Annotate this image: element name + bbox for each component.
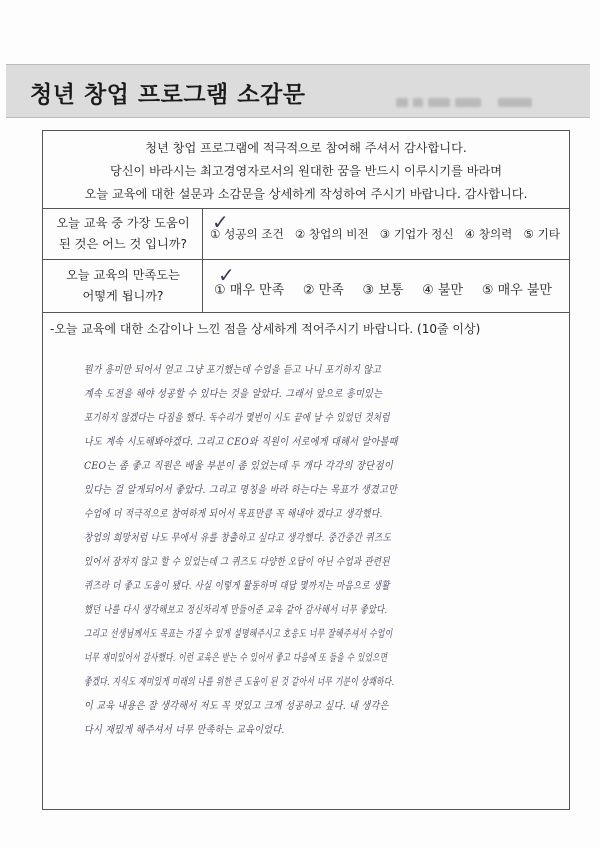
handwriting-line: CEO는 좀 좋고 직원은 배울 부분이 좀 있었는데 두 개다 각각의 장단점이 xyxy=(84,460,394,472)
question-2-label xyxy=(44,265,202,307)
option-4[interactable]: ④ 창의력 xyxy=(464,227,513,241)
row-divider xyxy=(42,259,570,260)
handwriting-line: 포기하지 않겠다는 다짐을 했다. 독수리가 몇번이 시도 끝에 날 수 있었던 것처럼 xyxy=(84,412,390,424)
option-4[interactable]: ④ 불만 xyxy=(422,283,464,298)
intro-line: 당신이 바라시는 최고경영자로서의 원대한 꿈을 반드시 이루시기를 바라며 xyxy=(109,164,503,178)
check-mark-icon: ✓ xyxy=(218,263,235,287)
handwriting-line: 뭔가 흥미만 되어서 얻고 그냥 포기했는데 수업을 듣고 나니 포기하지 않고 xyxy=(84,364,382,376)
handwriting-line: 다시 재밌게 해주셔서 너무 만족하는 교육이었다. xyxy=(84,724,285,736)
question-line: 오늘 교육의 만족도는 xyxy=(66,268,180,282)
option-1[interactable]: ① 성공의 조건 xyxy=(210,227,284,241)
row-divider xyxy=(42,208,570,209)
check-mark-icon: ✓ xyxy=(212,210,229,234)
handwriting-line: 했던 나를 다시 생각해보고 정신차리게 만들어준 교육 같아 감사해서 너무 좋았다. xyxy=(84,604,388,616)
page-title: 청년 창업 프로그램 소감문 xyxy=(30,82,306,108)
handwriting-line: 수업에 더 적극적으로 참여하게 되어서 목표만큼 꼭 해내야 겠다고 생각했다. xyxy=(84,508,383,520)
handwriting-line: 너무 재미있어서 감사했다. 이런 교육은 받는 수 있어서 좋고 다음에 또 들을 수 있었으면 xyxy=(84,652,388,664)
option-5[interactable]: ⑤ 기타 xyxy=(523,227,560,241)
intro-line: 오늘 교육에 대한 설문과 소감문을 상세하게 작성하여 주시기 바랍니다. 감사합니다. xyxy=(84,187,528,201)
redacted-name xyxy=(396,92,546,106)
handwriting-line: 있다는 걸 알게되어서 좋았다. 그리고 명칭을 바라 하는다는 목표가 생겼고만 xyxy=(84,484,398,496)
intro-text xyxy=(42,137,570,206)
handwriting-line: 좋겠다. 지식도 재미있게 미래의 나를 위한 큰 도움이 된 것 같아서 너무 기분이 상쾌하다. xyxy=(84,676,395,688)
essay-prompt: -오늘 교육에 대한 소감이나 느낀 점을 상세하게 적어주시기 바랍니다. (10줄 이상) xyxy=(50,322,481,336)
column-divider xyxy=(202,208,203,312)
question-1-label xyxy=(44,213,202,255)
handwriting-line: 계속 도전을 해야 성공할 수 있다는 것을 알았다. 그래서 앞으로 흥미있는 xyxy=(84,388,383,400)
question-2-options xyxy=(214,279,552,298)
intro-line: 청년 창업 프로그램에 적극적으로 참여해 주셔서 감사합니다. xyxy=(145,141,467,155)
handwriting-line: 창업의 희망처럼 나도 무에서 유를 창출하고 싶다고 생각했다. 중간중간 퀴즈도 xyxy=(84,532,392,544)
handwriting-line: 나도 계속 시도해봐야겠다. 그리고 CEO와 직원이 서로에게 대해서 알아볼때 xyxy=(84,436,398,448)
handwriting-line: 퀴즈라 더 좋고 도움이 됐다. 사실 이렇게 활동하며 대답 몇까지는 마음으로 생활 xyxy=(84,580,390,592)
question-line: 된 것은 어느 것 입니까? xyxy=(59,237,187,251)
question-line: 오늘 교육 중 가장 도움이 xyxy=(56,216,190,230)
option-3[interactable]: ③ 기업가 정신 xyxy=(379,227,454,241)
option-3[interactable]: ③ 보통 xyxy=(362,283,404,298)
row-divider xyxy=(42,312,570,313)
option-1[interactable]: ① 매우 만족 xyxy=(214,283,285,298)
handwriting-line: 이 교육 내용은 잘 생각해서 저도 꼭 멋있고 크게 성공하고 싶다. 내 생각은 xyxy=(84,700,389,712)
handwriting-line: 있어서 잠자지 않고 할 수 있었는데 그 퀴즈도 다양한 오답이 아닌 수업과 관련된 xyxy=(84,556,390,568)
question-line: 어떻게 됩니까? xyxy=(82,289,164,303)
option-5[interactable]: ⑤ 매우 불만 xyxy=(481,283,552,298)
option-2[interactable]: ② 창업의 비전 xyxy=(294,227,369,241)
option-2[interactable]: ② 만족 xyxy=(302,283,344,298)
question-1-options xyxy=(210,226,560,242)
handwriting-line: 그리고 선생님께서도 목표는 가질 수 있게 설명해주시고 호응도 너무 잘해주셔서 수업이 xyxy=(84,628,393,640)
